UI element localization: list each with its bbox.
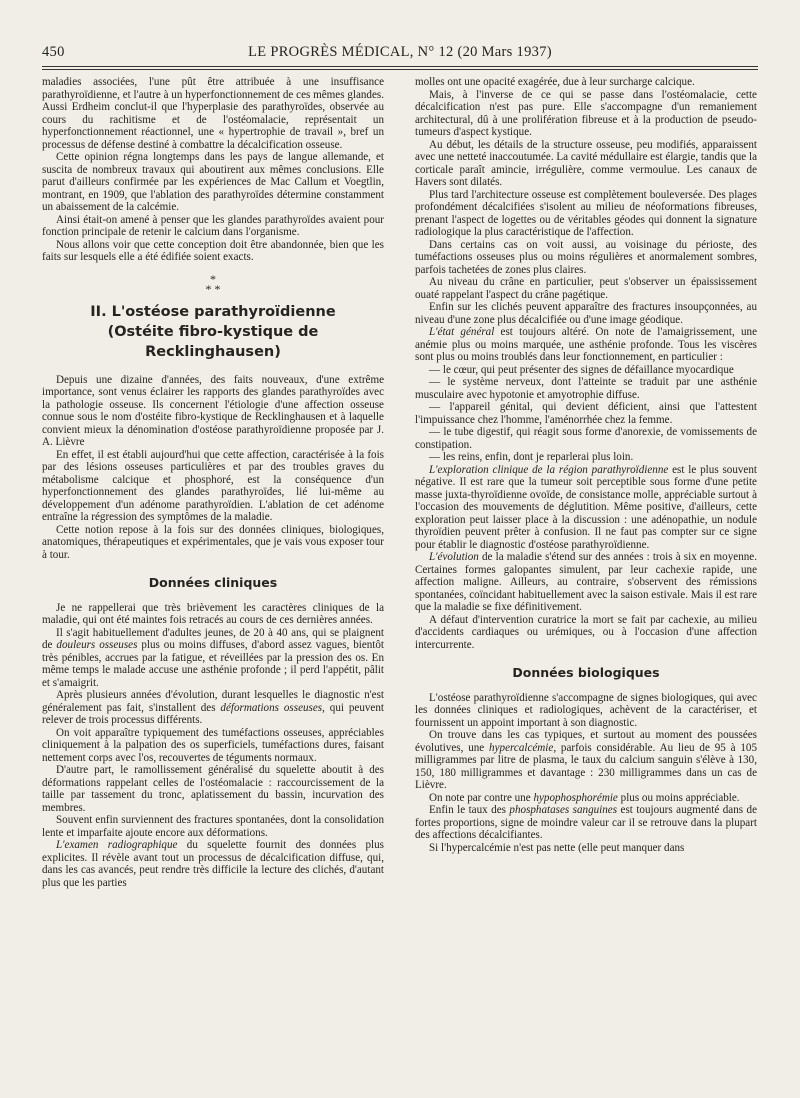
- right-column: [415, 76, 757, 854]
- italic-term: L'examen radiographique: [56, 839, 178, 851]
- paragraph: Souvent enfin surviennent des fractures spontanées, dont la consolidation lente et imparfaite ajoute encore aux déformations.: [42, 814, 384, 839]
- list-item: — le cœur, qui peut présenter des signes de défaillance myocardique: [429, 363, 734, 376]
- running-title: LE PROGRÈS MÉDICAL, N° 12 (20 Mars 1937): [248, 44, 552, 60]
- paragraph: Je ne rappellerai que très brièvement les caractères cliniques de la maladie, qui ont été maintes fois retracés au cours de ces dernières années.: [42, 601, 384, 626]
- italic-term: phosphatases sanguines: [509, 804, 618, 816]
- separator-star-top: *: [210, 271, 216, 286]
- separator-star-bottom: * *: [205, 281, 221, 296]
- text-run: On note par contre une: [429, 791, 534, 804]
- italic-term: hypophosphorémie: [533, 791, 618, 804]
- paragraph: A défaut d'intervention curatrice la mort se fait par cachexie, au milieu d'accidents cardiaques ou urémiques, ou à l'occasion d'une affection intercurrente.: [415, 613, 757, 651]
- italic-term: L'évolution: [429, 551, 479, 563]
- paragraph: [415, 464, 757, 552]
- section-title-line1: II. L'ostéose parathyroïdienne: [90, 303, 336, 320]
- text-run: est le plus souvent négative. Il est rare que la tumeur soit perceptible sous forme d'une petite masse juxta-thyroïdienne ovoïde, de consistance molle, appréciable surtout à l'occasion des mouvements de déglutition. Même positive, d'ailleurs, cette exploration peut laisser place à la discussion : une adénopathie, un nodule thyroïdien peuvent prêter à confusion. Il ne faut pas compter sur ce signe pour établir le diagnostic d'ostéose parathyroïdienne.: [415, 463, 757, 551]
- text-run: , parfois considérable. Au lieu de 95 à 105 milligrammes par litre de plasma, le taux du calcium sanguin s'élève à 130, 150, 180 milligrammes et davantage : 230 milligrammes dans un cas de Lièvre.: [415, 741, 758, 791]
- italic-term: douleurs osseuses: [56, 639, 138, 651]
- text-run: plus ou moins appréciable.: [617, 791, 740, 804]
- paragraph: Au début, les détails de la structure osseuse, peu modifiés, apparaissent avec une netteté inaccoutumée. La cavité médullaire est élargie, tandis que la corticale paraît amincie, irrégulière, comme vermoulue. Les canaux de Havers sont dilatés.: [415, 138, 757, 188]
- paragraph: molles ont une opacité exagérée, due à leur surcharge calcique.: [415, 76, 695, 88]
- header-rule: [42, 66, 758, 70]
- text-run: plus ou moins diffuses, d'abord assez vagues, bientôt très pénibles, accrues par la fatigue, et réveillées par la pression des os. En même temps le malade accuse une asthénie profonde ; il perd l'appétit, pâlit et s'amaigrit.: [42, 639, 385, 689]
- paragraph: Cette notion repose à la fois sur des données cliniques, biologiques, anatomiques, thérapeutiques et expérimentales, que je vais vous exposer tour à tour.: [42, 523, 384, 561]
- paragraph: Enfin sur les clichés peuvent apparaître des fractures insoupçonnées, au niveau d'une zone plus décalcifiée ou d'une image géodique.: [415, 301, 757, 326]
- paragraph: Dans certains cas on voit aussi, au voisinage du périoste, des tuméfactions osseuses plus ou moins régulières et anormalement sombres, parfois tachetées de zones plus claires.: [415, 238, 757, 276]
- paragraph: L'ostéose parathyroïdienne s'accompagne de signes biologiques, qui avec les données cliniques et radiologiques, achèvent de la caractériser, et fournissent un appoint important à son diagnostic.: [415, 691, 757, 729]
- paragraph: On voit apparaître typiquement des tuméfactions osseuses, appréciables cliniquement à la palpation des os superficiels, tuméfactions dures, faisant nettement corps avec l'os, recouvertes de téguments normaux.: [42, 726, 384, 764]
- section-title: [42, 302, 384, 362]
- paragraph: [415, 729, 757, 792]
- page-header: [42, 44, 758, 64]
- text-run: On trouve dans les cas typiques, et surtout au moment des poussées évolutives, une: [415, 729, 757, 754]
- paragraph: Depuis une dizaine d'années, des faits nouveaux, d'une extrême importance, sont venus éclairer les rapports des glandes parathyroïdes avec la pathologie osseuse. Ils concernent l'étiologie d'une affection osseuse connue sous le nom d'ostéite fibro-kystique de Recklinghausen et à laquelle convient mieux la dénomination d'ostéose parathyroïdienne proposée par J. A. Lièvre: [42, 373, 384, 448]
- paragraph: [415, 792, 757, 805]
- page-number: 450: [42, 44, 65, 60]
- paragraph: [415, 804, 757, 842]
- text-run: du squelette fournit des données plus explicites. Il révèle avant tout un processus de décalcification diffuse, qui, dans les cas avancés, peut rendre très difficile la lecture des clichés, d'autant plus que les parties: [42, 839, 384, 889]
- paragraph: [415, 551, 757, 614]
- section-title-line2: (Ostéite fibro-kystique de Recklinghausen): [107, 323, 319, 360]
- left-column: [42, 76, 384, 889]
- text-run: est toujours altéré. On note de l'amaigrissement, une anémie plus ou moins marquée, une asthénie profonde. Tous les viscères sont plus ou moins troublés dans leur fonctionnement, en particulier :: [415, 326, 757, 363]
- italic-term: L'état général: [429, 326, 495, 338]
- list-item: — l'appareil génital, qui devient déficient, ainsi que l'attestent l'impuissance chez l'homme, l'aménorrhée chez la femme.: [415, 401, 757, 426]
- paragraph: Cette opinion régna longtemps dans les pays de langue allemande, et suscita de nombreux travaux qui aboutirent aux mêmes conclusions. Elle parut d'ailleurs confirmée par les expériences de Mac Callum et Voegtlin, montrant, en 1909, que l'ablation des parathyroïdes détermine constamment un abaissement de la calcémie.: [42, 151, 384, 213]
- section-separator: [42, 271, 384, 296]
- paragraph: Mais, à l'inverse de ce qui se passe dans l'ostéomalacie, cette décalcification n'est pas pure. Elle s'accompagne d'un remaniement architectural, dû à une prolifération fibreuse et à la production de pseudo-tumeurs d'aspect kystique.: [415, 88, 757, 138]
- italic-term: hypercalcémie: [489, 741, 554, 754]
- text-run: de la maladie s'étend sur des années : trois à six en moyenne. Certaines formes galopantes simulent, par leur cachexie rapide, une affection maligne. Ailleurs, au contraire, s'observent des rémissions spontanées, coïncidant habituellement avec la saison estivale. Mais il est rare que la maladie se fixe définitivement.: [415, 551, 757, 613]
- text-run: Enfin le taux des: [429, 804, 510, 816]
- paragraph: Nous allons voir que cette conception doit être abandonnée, bien que les faits sur lesquels elle a été édifiée soient exacts.: [42, 238, 384, 263]
- paragraph: Ainsi était-on amené à penser que les glandes parathyroïdes avaient pour fonction principale de retenir le calcium dans l'organisme.: [42, 213, 384, 238]
- text-run: est toujours augmenté dans de fortes proportions, signe de moindre valeur car il se retrouve dans la plupart des affections décalcifiantes.: [415, 804, 758, 841]
- italic-term: L'exploration clinique de la région parathyroïdienne: [429, 463, 669, 476]
- italic-term: déformations osseuses: [220, 701, 323, 714]
- list-item: — le tube digestif, qui réagit sous forme d'anorexie, de vomissements de constipation.: [415, 426, 757, 451]
- paragraph: Si l'hypercalcémie n'est pas nette (elle peut manquer dans: [429, 841, 685, 854]
- paragraph: maladies associées, l'une pût être attribuée à une insuffisance parathyroïdienne, et l'autre à un hyperfonctionnement de ces mêmes glandes. Aussi Erdheim conclut-il que l'hyperplasie des parathyroïdes, observée au cours du rachitisme et de l'ostéomalacie, représentait un hyperfonctionnement réactionnel, une « hypertrophie de travail », bref un processus de défense destiné à combattre la décalcification osseuse.: [42, 76, 384, 151]
- paragraph: [42, 689, 384, 727]
- paragraph: Plus tard l'architecture osseuse est complètement bouleversée. Des plages profondément décalcifiées s'isolent au milieu de néoformations fibreuses, prenant l'aspect de logettes ou de véritables géodes qui donnent la signature radiologique la plus caractéristique de l'affection.: [415, 188, 757, 238]
- text-run: Après plusieurs années d'évolution, durant lesquelles le diagnostic n'est généralement pas fait, s'installent des: [42, 689, 384, 714]
- paragraph: En effet, il est établi aujourd'hui que cette affection, caractérisée à la fois par des lésions osseuses particulières et par des troubles graves du métabolisme calcique et phosphoré, est la conséquence d'un hyperfonctionnement des glandes parathyroïdes, lié lui-même au développement d'un adénome parathyroïdien. L'ablation de cet adénome entraîne la régression des symptômes de la maladie.: [42, 448, 384, 523]
- list-item: — le système nerveux, dont l'atteinte se traduit par une asthénie musculaire avec hypotonie et amyotrophie diffuse.: [415, 376, 757, 401]
- paragraph: [42, 839, 384, 889]
- paragraph: Au niveau du crâne en particulier, peut s'observer un épaississement ouaté rappelant l'aspect du crâne pagétique.: [415, 276, 757, 301]
- paragraph: [42, 627, 384, 690]
- text-run: Il s'agit habituellement d'adultes jeunes, de 20 à 40 ans, qui se plaignent de: [42, 626, 384, 651]
- subheading-biological: Données biologiques: [512, 665, 660, 680]
- text-run: , qui peuvent relever de trois processus différents.: [42, 701, 384, 726]
- subheading-clinical: Données cliniques: [148, 575, 278, 590]
- paragraph: D'autre part, le ramollissement généralisé du squelette aboutit à des déformations rappelant celles de l'ostéomalacie : raccourcissement de la taille par tassement du tronc, aplatissement du bassin, incurvation des membres.: [42, 764, 384, 814]
- list-item: — les reins, enfin, dont je reparlerai plus loin.: [429, 451, 634, 463]
- paragraph: [415, 326, 757, 364]
